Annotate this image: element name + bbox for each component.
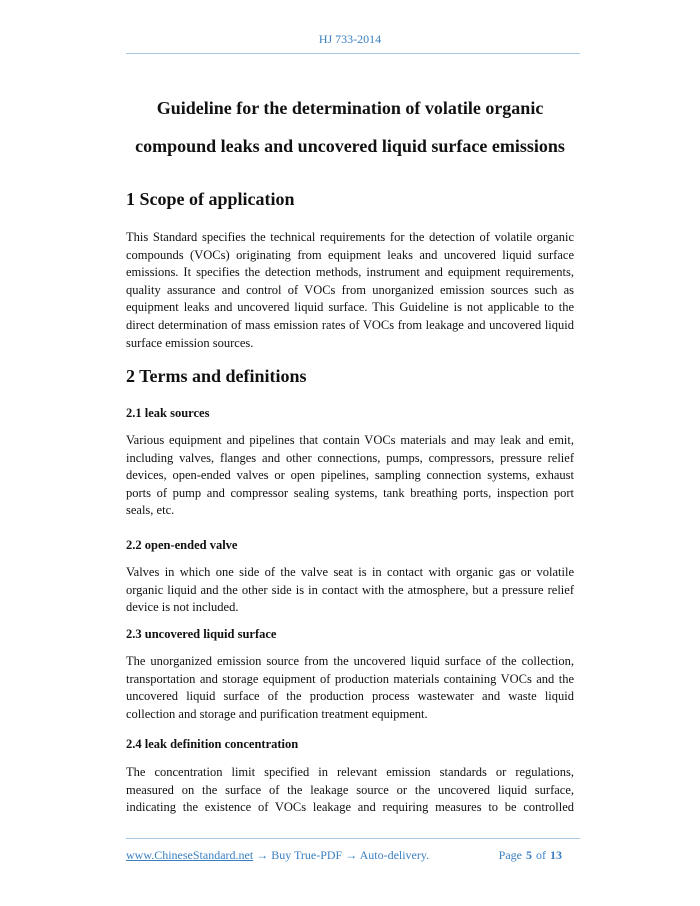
document-title-line-2: compound leaks and uncovered liquid surface emissions <box>135 136 565 156</box>
footer-rule <box>126 838 580 839</box>
paragraph-line: devices, open-ended valves or open pipelines, sampling connection systems, exhaust <box>126 468 574 483</box>
promo-text: → Buy True-PDF → Auto-delivery. <box>253 848 430 862</box>
header-rule <box>126 53 580 54</box>
paragraph-line: uncovered liquid surface of the production process wastewater and waste liquid <box>126 689 574 704</box>
term-heading-leak-definition-concentration: 2.4 leak definition concentration <box>126 737 299 751</box>
paragraph-line: direct determination of mass emission rates of VOCs from leakage and uncovered liquid <box>126 317 574 332</box>
paragraph-line: organic liquid and the other side is in contact with the atmosphere, but a pressure relief <box>126 582 574 597</box>
section-heading-terms: 2 Terms and definitions <box>126 366 307 386</box>
term-paragraph-leak-sources <box>126 432 574 520</box>
paragraph-line: indicating the existence of VOCs leakage and requiring measures to be controlled <box>126 800 574 815</box>
paragraph-line: compounds (VOCs) originating from equipment leaks and uncovered liquid surface <box>126 247 574 262</box>
paragraph-line: The unorganized emission source from the uncovered liquid surface of the collection, <box>126 654 574 668</box>
paragraph-line: transportation and storage equipment of production materials containing VOCs and the <box>126 671 574 686</box>
paragraph-line: The concentration limit specified in relevant emission standards or regulations, <box>126 765 574 779</box>
paragraph-line: Valves in which one side of the valve seat is in contact with organic gas or volatile <box>126 565 574 579</box>
page-label: Page <box>498 848 522 862</box>
paragraph-line: emissions. It specifies the detection methods, instrument and equipment requirements, <box>126 265 574 280</box>
paragraph-line: Various equipment and pipelines that contain VOCs materials and may leak and emit, <box>126 433 574 447</box>
section-heading-scope: 1 Scope of application <box>126 189 295 209</box>
paragraph-line: measured on the surface of the leakage source or the uncovered liquid surface, <box>126 782 574 797</box>
term-heading-leak-sources: 2.1 leak sources <box>126 406 210 420</box>
term-paragraph-open-ended-valve <box>126 564 574 617</box>
document-code-header: HJ 733-2014 <box>318 32 382 46</box>
scope-paragraph <box>126 229 574 352</box>
of-label: of <box>536 848 546 862</box>
paragraph-line: device is not included. <box>126 600 239 615</box>
document-title-line-1: Guideline for the determination of volatile organic <box>156 98 544 118</box>
term-paragraph-leak-definition-concentration <box>126 764 574 817</box>
term-heading-open-ended-valve: 2.2 open-ended valve <box>126 538 238 552</box>
current-page: 5 <box>526 848 532 862</box>
paragraph-line: This Standard specifies the technical requirements for the detection of volatile organic <box>126 230 574 244</box>
term-heading-uncovered-liquid-surface: 2.3 uncovered liquid surface <box>126 627 277 641</box>
paragraph-line: including valves, flanges and other connections, pumps, compressors, pressure relief <box>126 450 574 465</box>
page-indicator <box>499 848 566 863</box>
total-pages: 13 <box>550 848 562 862</box>
paragraph-line: surface emission sources. <box>126 335 254 350</box>
paragraph-line: quality assurance and control of VOCs from unorganized emission sources such as <box>126 282 574 297</box>
paragraph-line: ports of pump and compressor sealing systems, tank breathing ports, inspection port <box>126 485 574 500</box>
term-paragraph-uncovered-liquid-surface <box>126 653 574 723</box>
page-footer <box>126 848 574 863</box>
paragraph-line: collection and storage and purification treatment equipment. <box>126 706 428 721</box>
website-link[interactable]: www.ChineseStandard.net <box>126 848 254 862</box>
paragraph-line: equipment leaks and uncovered liquid surface. This Guideline is not applicable to the <box>126 300 574 315</box>
paragraph-line: seals, etc. <box>126 503 175 518</box>
